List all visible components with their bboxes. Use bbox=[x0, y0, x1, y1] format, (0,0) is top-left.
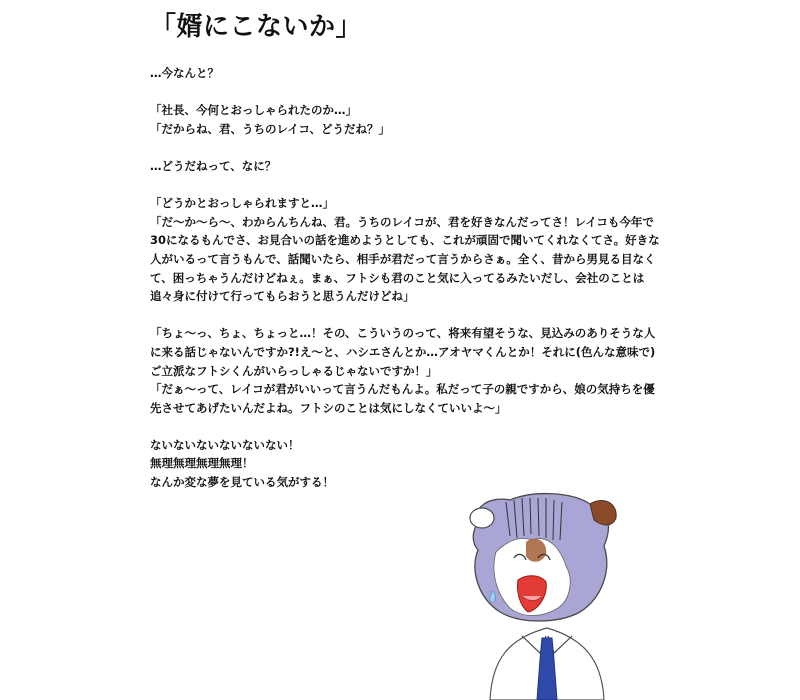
paragraph-line: ないないないないないない！ bbox=[150, 437, 300, 452]
paragraph-line: 「だ〜か〜ら〜、わからんちんね、君。うちのレイコが、君を好きなんだってさ！レイコも今年で30になるもんでさ、お見合いの話を進めようとしても、これが頑固で聞いてくれなくてさ。好きな人がいるって言うもんで、話聞いたら、相手が君だって言うからさぁ。全く、昔から男見る目なくて、困っちゃうんだけどねぇ。まぁ、フトシも君のこと気に入ってるみたいだし、会社のことは追々身に付けて行ってもらおうと思うんだけどね」 bbox=[150, 214, 660, 304]
paragraph-line: …今なんと？ bbox=[150, 66, 219, 80]
page-title: 「婿にこないか」 bbox=[150, 12, 363, 42]
paragraph-line: 「ちょ〜っ、ちょ、ちょっと…！その、こういうのって、将来有望そうな、見込みのありそうな人に来る話じゃないんですか?!え〜と、ハシエさんとか…アオヤマくんとか！それに(色んな意味で)ご立派なフトシくんがいらっしゃるじゃないですか！」 bbox=[150, 326, 656, 378]
shocked-character-illustration bbox=[462, 488, 632, 700]
paragraph-line: …どうだねって、なに？ bbox=[150, 158, 277, 173]
paragraph-line: なんか変な夢を見ている気がする！ bbox=[150, 475, 334, 490]
paragraph-line: 「どうかとおっしゃられますと…」 bbox=[150, 196, 334, 211]
left-ear bbox=[470, 508, 494, 528]
paragraph-line: 「だぁ〜って、レイコが君がいいって言うんだもんよ。私だって子の親ですから、娘の気持ちを優先させてあげたいんだよね。フトシのことは気にしなくていいよ〜」 bbox=[150, 382, 655, 415]
paragraph-line: 「社長、今何とおっしゃられたのか…」 bbox=[150, 103, 357, 118]
paragraph-line: 無理無理無理無理！ bbox=[150, 456, 254, 471]
paragraph-line: 「だからね、君、うちのレイコ、どうだね？」 bbox=[150, 121, 391, 136]
article-body bbox=[150, 64, 660, 492]
